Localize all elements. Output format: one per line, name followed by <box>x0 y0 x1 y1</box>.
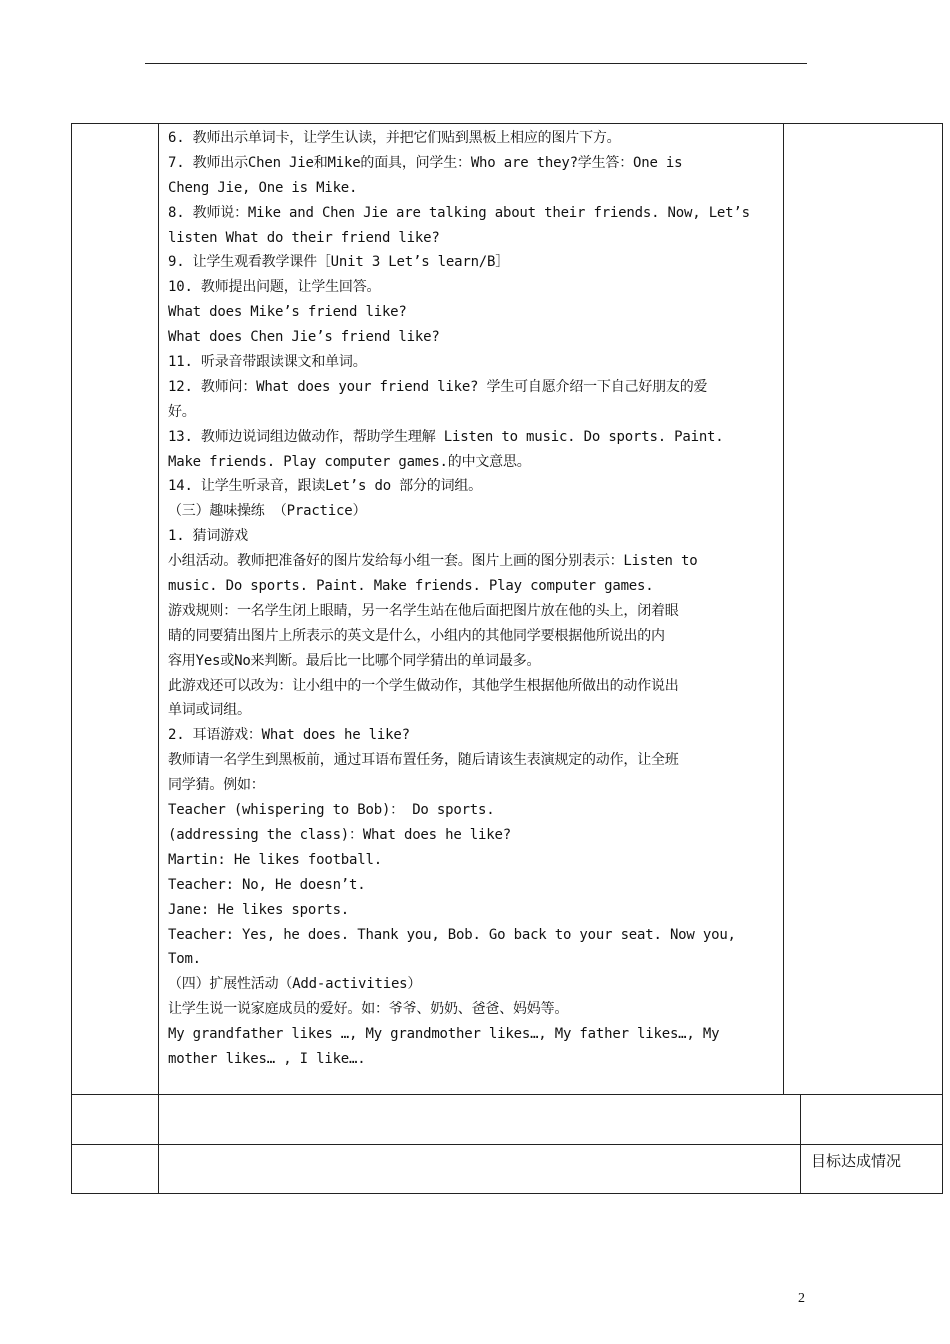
lesson-line: 容用Yes或No来判断。最后比一比哪个同学猜出的单词最多。 <box>168 652 541 669</box>
lesson-line: mother likes… , I like…. <box>168 1050 366 1067</box>
lesson-line: Cheng Jie, One is Mike. <box>168 179 358 196</box>
lesson-line: 2. 耳语游戏：What does he like? <box>168 727 410 744</box>
lesson-line: 睛的同要猜出图片上所表示的英文是什么，小组内的其他同学要根据他所说出的内 <box>168 627 665 644</box>
lesson-line: 此游戏还可以改为：让小组中的一个学生做动作，其他学生根据他所做出的动作说出 <box>168 677 679 694</box>
lesson-line: 小组活动。教师把准备好的图片发给每小组一套。图片上画的图分别表示：Listen to <box>168 553 698 570</box>
lesson-line: Teacher: Yes, he does. Thank you, Bob. Go back to your seat. Now you, <box>168 926 736 943</box>
lesson-line: 教师请一名学生到黑板前，通过耳语布置任务，随后请该生表演规定的动作，让全班 <box>168 752 679 769</box>
lesson-line: （三）趣味操练 （Practice） <box>168 503 367 520</box>
lesson-line: 单词或词组。 <box>168 702 251 719</box>
lesson-line: 9. 让学生观看教学课件［Unit 3 Let’s learn/B］ <box>168 254 510 271</box>
lesson-line: listen What do their friend like? <box>168 229 440 246</box>
bottom-row-1 <box>72 1095 942 1145</box>
lesson-line: 好。 <box>168 403 196 420</box>
lesson-line: music. Do sports. Paint. Make friends. Play computer games. <box>168 578 654 595</box>
bottom-row-2 <box>72 1144 942 1193</box>
lesson-line: What does Chen Jie’s friend like? <box>168 329 440 346</box>
lesson-line: 14. 让学生听录音，跟读Let’s do 部分的词组。 <box>168 478 482 495</box>
left-column-cell <box>72 124 159 1094</box>
lesson-line: 8. 教师说：Mike and Chen Jie are talking about their friends. Now, Let’s <box>168 204 750 221</box>
bottom-row-2-cell-3 <box>801 1144 942 1193</box>
lesson-plan-table <box>71 123 943 1095</box>
lesson-line: Martin: He likes football. <box>168 851 382 868</box>
teaching-process-text <box>168 126 778 1072</box>
lesson-line: 游戏规则：一名学生闭上眼睛，另一名学生站在他后面把图片放在他的头上，闭着眼 <box>168 602 679 619</box>
header-rule <box>145 63 807 64</box>
bottom-row-2-cell-2 <box>159 1144 801 1193</box>
teaching-process-cell <box>159 124 784 1094</box>
bottom-row-1-cell-2 <box>159 1095 801 1144</box>
bottom-row-1-cell-1 <box>72 1095 159 1144</box>
lesson-line: 1. 猜词游戏 <box>168 528 248 545</box>
lesson-line: (addressing the class)：What does he like? <box>168 826 511 843</box>
lesson-line: 12. 教师问：What does your friend like? 学生可自愿介绍一下自己好朋友的爱 <box>168 378 708 395</box>
lesson-line: 同学猜。例如： <box>168 777 265 794</box>
page-number: 2 <box>798 1291 805 1306</box>
lesson-line: My grandfather likes …, My grandmother likes…, My father likes…, My <box>168 1026 720 1043</box>
lesson-line: What does Mike’s friend like? <box>168 304 407 321</box>
bottom-row-1-cell-3 <box>801 1095 942 1144</box>
goal-achievement-label: 目标达成情况 <box>811 1152 902 1170</box>
lesson-line: （四）扩展性活动（Add-activities） <box>168 976 422 993</box>
lesson-line: 13. 教师边说词组边做动作，帮助学生理解 Listen to music. Do sports. Paint. <box>168 428 724 445</box>
lesson-line: Make friends. Play computer games.的中文意思。 <box>168 453 531 470</box>
lesson-line: Tom. <box>168 951 201 968</box>
bottom-table <box>71 1095 943 1194</box>
lesson-line: 11. 听录音带跟读课文和单词。 <box>168 354 367 371</box>
lesson-line: 7. 教师出示Chen Jie和Mike的面具，问学生：Who are they?学生答：One is <box>168 154 683 171</box>
bottom-row-2-cell-1 <box>72 1144 159 1193</box>
lesson-line: Teacher (whispering to Bob)： Do sports. <box>168 802 495 819</box>
lesson-line: Jane: He likes sports. <box>168 901 350 918</box>
lesson-line: 让学生说一说家庭成员的爱好。如：爷爷、奶奶、爸爸、妈妈等。 <box>168 1001 569 1018</box>
lesson-line: Teacher: No, He doesn’t. <box>168 876 366 893</box>
right-column-cell <box>784 124 942 1094</box>
lesson-line: 6. 教师出示单词卡，让学生认读，并把它们贴到黑板上相应的图片下方。 <box>168 130 621 146</box>
lesson-line: 10. 教师提出问题，让学生回答。 <box>168 279 381 296</box>
